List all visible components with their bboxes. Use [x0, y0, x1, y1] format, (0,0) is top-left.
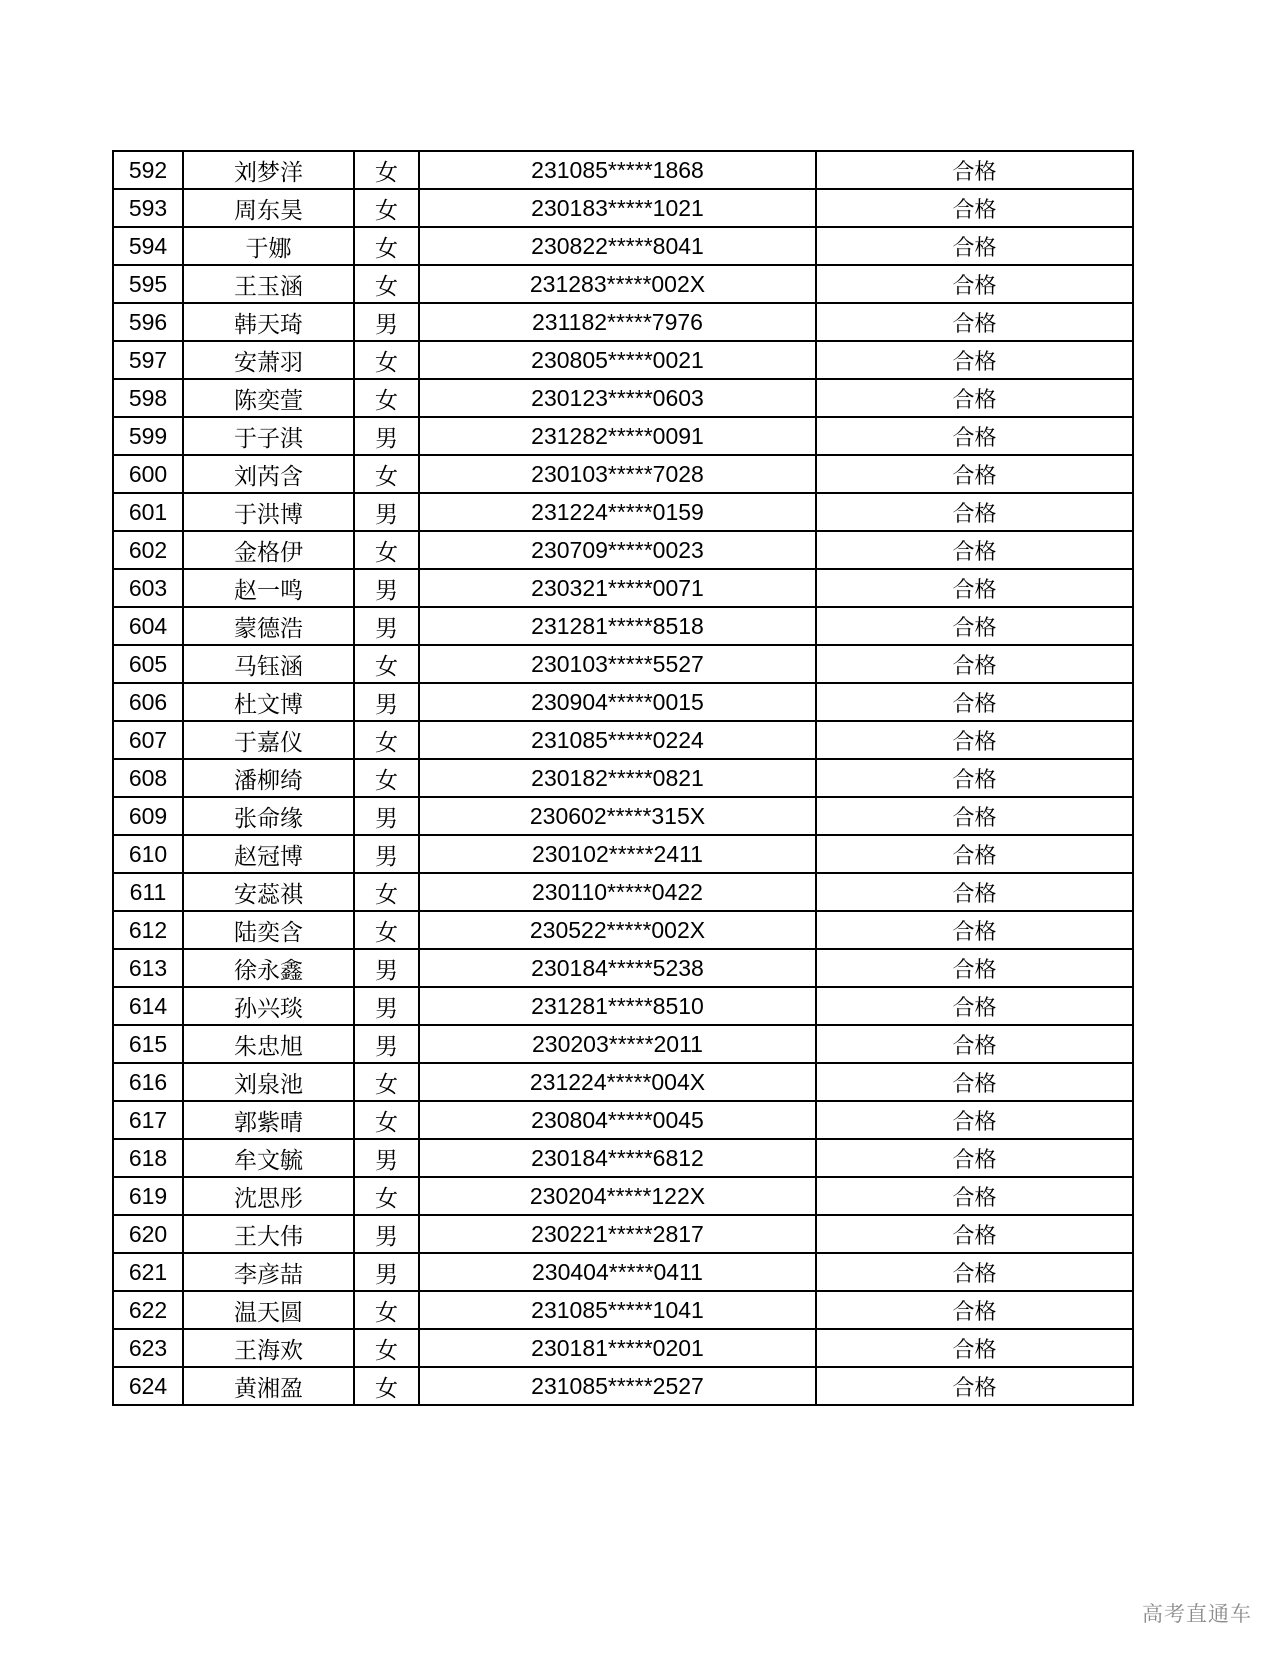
result-status: 合格: [816, 911, 1133, 949]
id-number: 231085*****0224: [419, 721, 816, 759]
result-status: 合格: [816, 1253, 1133, 1291]
result-status: 合格: [816, 341, 1133, 379]
table-row: [113, 607, 1133, 645]
row-number: 618: [113, 1139, 183, 1177]
table-row: [113, 189, 1133, 227]
row-number: 609: [113, 797, 183, 835]
row-number: 616: [113, 1063, 183, 1101]
result-status: 合格: [816, 455, 1133, 493]
id-number: 230602*****315X: [419, 797, 816, 835]
watermark: 高考直通车: [1142, 1602, 1252, 1626]
student-name: 周东昊: [183, 189, 354, 227]
student-sex: 女: [354, 341, 419, 379]
id-number: 230182*****0821: [419, 759, 816, 797]
student-sex: 女: [354, 911, 419, 949]
id-number: 230321*****0071: [419, 569, 816, 607]
student-name: 温天圆: [183, 1291, 354, 1329]
row-number: 611: [113, 873, 183, 911]
student-name: 朱忠旭: [183, 1025, 354, 1063]
student-sex: 男: [354, 1025, 419, 1063]
id-number: 230822*****8041: [419, 227, 816, 265]
row-number: 596: [113, 303, 183, 341]
result-status: 合格: [816, 1215, 1133, 1253]
row-number: 621: [113, 1253, 183, 1291]
student-sex: 女: [354, 227, 419, 265]
student-name: 王海欢: [183, 1329, 354, 1367]
table-row: [113, 341, 1133, 379]
result-status: 合格: [816, 1139, 1133, 1177]
row-number: 612: [113, 911, 183, 949]
result-status: 合格: [816, 189, 1133, 227]
table-row: [113, 455, 1133, 493]
row-number: 595: [113, 265, 183, 303]
table-row: [113, 531, 1133, 569]
table-row: [113, 1291, 1133, 1329]
student-name: 金格伊: [183, 531, 354, 569]
id-number: 230904*****0015: [419, 683, 816, 721]
row-number: 608: [113, 759, 183, 797]
result-status: 合格: [816, 1291, 1133, 1329]
student-name: 杜文博: [183, 683, 354, 721]
row-number: 617: [113, 1101, 183, 1139]
result-status: 合格: [816, 151, 1133, 189]
id-number: 230103*****5527: [419, 645, 816, 683]
id-number: 231281*****8518: [419, 607, 816, 645]
id-number: 230221*****2817: [419, 1215, 816, 1253]
student-name: 王玉涵: [183, 265, 354, 303]
id-number: 230110*****0422: [419, 873, 816, 911]
row-number: 602: [113, 531, 183, 569]
student-name: 牟文毓: [183, 1139, 354, 1177]
row-number: 615: [113, 1025, 183, 1063]
student-sex: 女: [354, 721, 419, 759]
id-number: 230183*****1021: [419, 189, 816, 227]
table-row: [113, 873, 1133, 911]
row-number: 610: [113, 835, 183, 873]
result-status: 合格: [816, 759, 1133, 797]
result-status: 合格: [816, 1101, 1133, 1139]
table-row: [113, 151, 1133, 189]
student-sex: 女: [354, 1291, 419, 1329]
student-sex: 女: [354, 1329, 419, 1367]
row-number: 619: [113, 1177, 183, 1215]
result-status: 合格: [816, 417, 1133, 455]
result-status: 合格: [816, 1329, 1133, 1367]
student-name: 于嘉仪: [183, 721, 354, 759]
table-row: [113, 1101, 1133, 1139]
student-sex: 男: [354, 797, 419, 835]
id-number: 230404*****0411: [419, 1253, 816, 1291]
student-sex: 女: [354, 189, 419, 227]
id-number: 230102*****2411: [419, 835, 816, 873]
student-name: 王大伟: [183, 1215, 354, 1253]
student-name: 安蕊祺: [183, 873, 354, 911]
student-name: 刘梦洋: [183, 151, 354, 189]
row-number: 624: [113, 1367, 183, 1405]
student-name: 赵一鸣: [183, 569, 354, 607]
id-number: 230181*****0201: [419, 1329, 816, 1367]
id-number: 230184*****5238: [419, 949, 816, 987]
result-status: 合格: [816, 607, 1133, 645]
student-sex: 男: [354, 493, 419, 531]
result-status: 合格: [816, 531, 1133, 569]
student-name: 韩天琦: [183, 303, 354, 341]
student-name: 沈思彤: [183, 1177, 354, 1215]
result-status: 合格: [816, 683, 1133, 721]
student-name: 徐永鑫: [183, 949, 354, 987]
table-row: [113, 797, 1133, 835]
id-number: 230709*****0023: [419, 531, 816, 569]
table-row: [113, 379, 1133, 417]
table-row: [113, 417, 1133, 455]
table-row: [113, 265, 1133, 303]
id-number: 231282*****0091: [419, 417, 816, 455]
table-row: [113, 1025, 1133, 1063]
student-name: 安萧羽: [183, 341, 354, 379]
id-number: 230203*****2011: [419, 1025, 816, 1063]
result-status: 合格: [816, 1177, 1133, 1215]
result-status: 合格: [816, 569, 1133, 607]
row-number: 603: [113, 569, 183, 607]
result-status: 合格: [816, 1063, 1133, 1101]
row-number: 604: [113, 607, 183, 645]
student-name: 于洪博: [183, 493, 354, 531]
student-sex: 女: [354, 379, 419, 417]
id-number: 230805*****0021: [419, 341, 816, 379]
student-sex: 男: [354, 987, 419, 1025]
row-number: 601: [113, 493, 183, 531]
id-number: 230204*****122X: [419, 1177, 816, 1215]
row-number: 599: [113, 417, 183, 455]
result-status: 合格: [816, 645, 1133, 683]
student-name: 孙兴琰: [183, 987, 354, 1025]
table-row: [113, 835, 1133, 873]
result-status: 合格: [816, 949, 1133, 987]
table-row: [113, 1367, 1133, 1405]
student-sex: 女: [354, 645, 419, 683]
table-row: [113, 1177, 1133, 1215]
student-sex: 女: [354, 151, 419, 189]
student-name: 张命缘: [183, 797, 354, 835]
result-status: 合格: [816, 379, 1133, 417]
row-number: 605: [113, 645, 183, 683]
student-name: 马钰涵: [183, 645, 354, 683]
id-number: 231281*****8510: [419, 987, 816, 1025]
result-status: 合格: [816, 721, 1133, 759]
student-name: 黄湘盈: [183, 1367, 354, 1405]
row-number: 614: [113, 987, 183, 1025]
row-number: 622: [113, 1291, 183, 1329]
id-number: 230522*****002X: [419, 911, 816, 949]
table-row: [113, 1139, 1133, 1177]
student-name: 陆奕含: [183, 911, 354, 949]
result-status: 合格: [816, 227, 1133, 265]
student-name: 潘柳绮: [183, 759, 354, 797]
student-sex: 男: [354, 1215, 419, 1253]
table-row: [113, 949, 1133, 987]
result-status: 合格: [816, 987, 1133, 1025]
student-sex: 男: [354, 569, 419, 607]
roster-table-body: [113, 151, 1133, 1405]
row-number: 598: [113, 379, 183, 417]
id-number: 230103*****7028: [419, 455, 816, 493]
table-row: [113, 303, 1133, 341]
result-status: 合格: [816, 873, 1133, 911]
result-status: 合格: [816, 493, 1133, 531]
table-row: [113, 227, 1133, 265]
table-row: [113, 1329, 1133, 1367]
table-row: [113, 569, 1133, 607]
result-status: 合格: [816, 1025, 1133, 1063]
id-number: 231224*****004X: [419, 1063, 816, 1101]
table-row: [113, 493, 1133, 531]
roster-table: [112, 150, 1134, 1406]
id-number: 231182*****7976: [419, 303, 816, 341]
row-number: 623: [113, 1329, 183, 1367]
id-number: 230804*****0045: [419, 1101, 816, 1139]
student-name: 郭紫晴: [183, 1101, 354, 1139]
table-row: [113, 1063, 1133, 1101]
table-row: [113, 1215, 1133, 1253]
id-number: 231085*****1868: [419, 151, 816, 189]
student-sex: 女: [354, 265, 419, 303]
student-sex: 女: [354, 873, 419, 911]
student-sex: 男: [354, 607, 419, 645]
student-sex: 女: [354, 759, 419, 797]
student-sex: 女: [354, 1177, 419, 1215]
student-sex: 女: [354, 1367, 419, 1405]
student-name: 于子淇: [183, 417, 354, 455]
student-name: 陈奕萱: [183, 379, 354, 417]
student-sex: 女: [354, 1063, 419, 1101]
row-number: 620: [113, 1215, 183, 1253]
result-status: 合格: [816, 265, 1133, 303]
student-name: 李彦喆: [183, 1253, 354, 1291]
result-status: 合格: [816, 1367, 1133, 1405]
table-row: [113, 645, 1133, 683]
student-sex: 男: [354, 683, 419, 721]
student-sex: 男: [354, 1253, 419, 1291]
student-sex: 男: [354, 417, 419, 455]
table-row: [113, 721, 1133, 759]
id-number: 230184*****6812: [419, 1139, 816, 1177]
row-number: 592: [113, 151, 183, 189]
table-row: [113, 911, 1133, 949]
result-status: 合格: [816, 797, 1133, 835]
student-name: 刘芮含: [183, 455, 354, 493]
result-status: 合格: [816, 835, 1133, 873]
student-name: 于娜: [183, 227, 354, 265]
table-row: [113, 987, 1133, 1025]
student-name: 蒙德浩: [183, 607, 354, 645]
row-number: 613: [113, 949, 183, 987]
student-name: 赵冠博: [183, 835, 354, 873]
student-sex: 女: [354, 455, 419, 493]
id-number: 231085*****2527: [419, 1367, 816, 1405]
row-number: 600: [113, 455, 183, 493]
row-number: 606: [113, 683, 183, 721]
table-row: [113, 1253, 1133, 1291]
student-sex: 女: [354, 1101, 419, 1139]
id-number: 230123*****0603: [419, 379, 816, 417]
row-number: 593: [113, 189, 183, 227]
id-number: 231085*****1041: [419, 1291, 816, 1329]
table-row: [113, 683, 1133, 721]
id-number: 231283*****002X: [419, 265, 816, 303]
table-row: [113, 759, 1133, 797]
student-sex: 女: [354, 531, 419, 569]
id-number: 231224*****0159: [419, 493, 816, 531]
student-sex: 男: [354, 1139, 419, 1177]
student-sex: 男: [354, 949, 419, 987]
student-sex: 男: [354, 303, 419, 341]
row-number: 594: [113, 227, 183, 265]
row-number: 607: [113, 721, 183, 759]
row-number: 597: [113, 341, 183, 379]
student-name: 刘泉池: [183, 1063, 354, 1101]
result-status: 合格: [816, 303, 1133, 341]
student-sex: 男: [354, 835, 419, 873]
